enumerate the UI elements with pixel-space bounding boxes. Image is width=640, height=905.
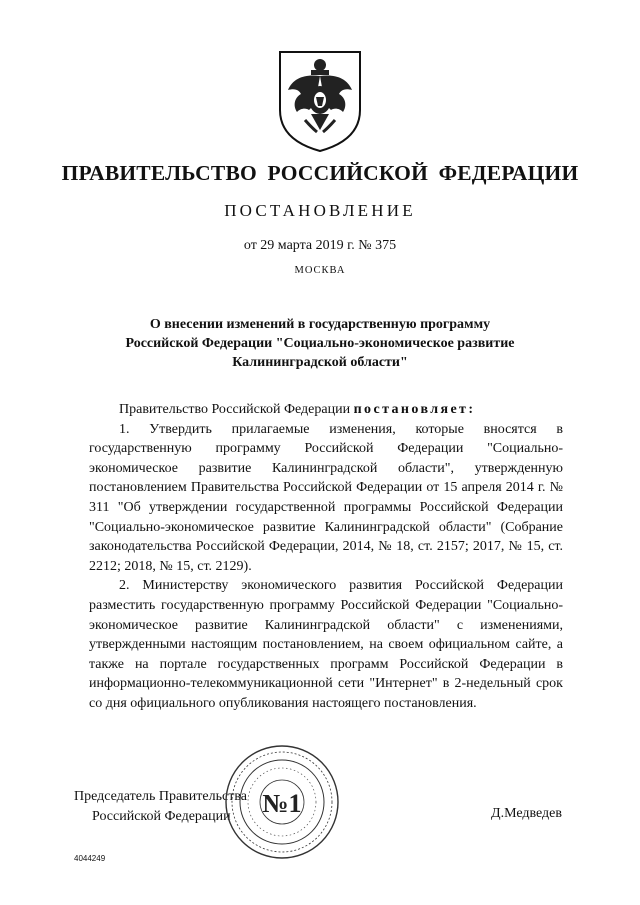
document-date-number: от 29 марта 2019 г. № 375 [243,238,397,253]
document-type: ПОСТАНОВЛЕНИЕ [224,201,416,220]
signatory-title-line: Председатель Правительства [74,789,247,804]
subject-line: О внесении изменений в государственную программу [149,317,491,332]
intro-paragraph [89,400,563,420]
seal-number: №1 [262,789,302,818]
paragraph-2: 2. Министерству экономического развития Российской Федерации разместить государственную программу Российской Федерации "Социально-экономическое развитие Калининградской области" с изменениями, утвержденными настоящим постановлением, на своем официальном сайте, а также на портале государственных программ Российской Федерации в информационно-телекоммуникационной сети "Интернет" в 2-недельный срок со дня официального опубликования настоящего постановления. [89,578,563,711]
subject-line: Калининградской области" [232,355,408,370]
subject-line: Российской Федерации "Социально-экономическое развитие [125,336,515,351]
signatory-title-line: Российской Федерации [92,808,231,824]
document-subject [90,315,550,372]
resolves-word: постановляет: [353,402,476,417]
paragraph-1: 1. Утвердить прилагаемые изменения, которые вносятся в государственную программу Российской Федерации "Социально-экономическое развитие Калининградской области", утвержденную постановлением Правительства Российской Федерации от 15 апреля 2014 г. № 311 "Об утверждении государственной программы Российской Федерации "Социально-экономическое развитие Калининградской области" (Собрание законодательства Российской Федерации, 2014, № 18, ст. 2157; 2017, № 15, ст. 2212; 2018, № 15, ст. 2129). [89,421,563,574]
signatory-name: Д.Медведев [491,806,562,821]
document-id-number: 4044249 [74,854,106,863]
coat-of-arms-emblem-icon [275,48,365,154]
official-seal-stamp [222,742,342,862]
document-city: МОСКВА [294,265,346,276]
intro-text: Правительство Российской Федерации [119,402,354,417]
government-title: ПРАВИТЕЛЬСТВО РОССИЙСКОЙ ФЕДЕРАЦИИ [61,161,579,185]
document-body [89,400,563,714]
